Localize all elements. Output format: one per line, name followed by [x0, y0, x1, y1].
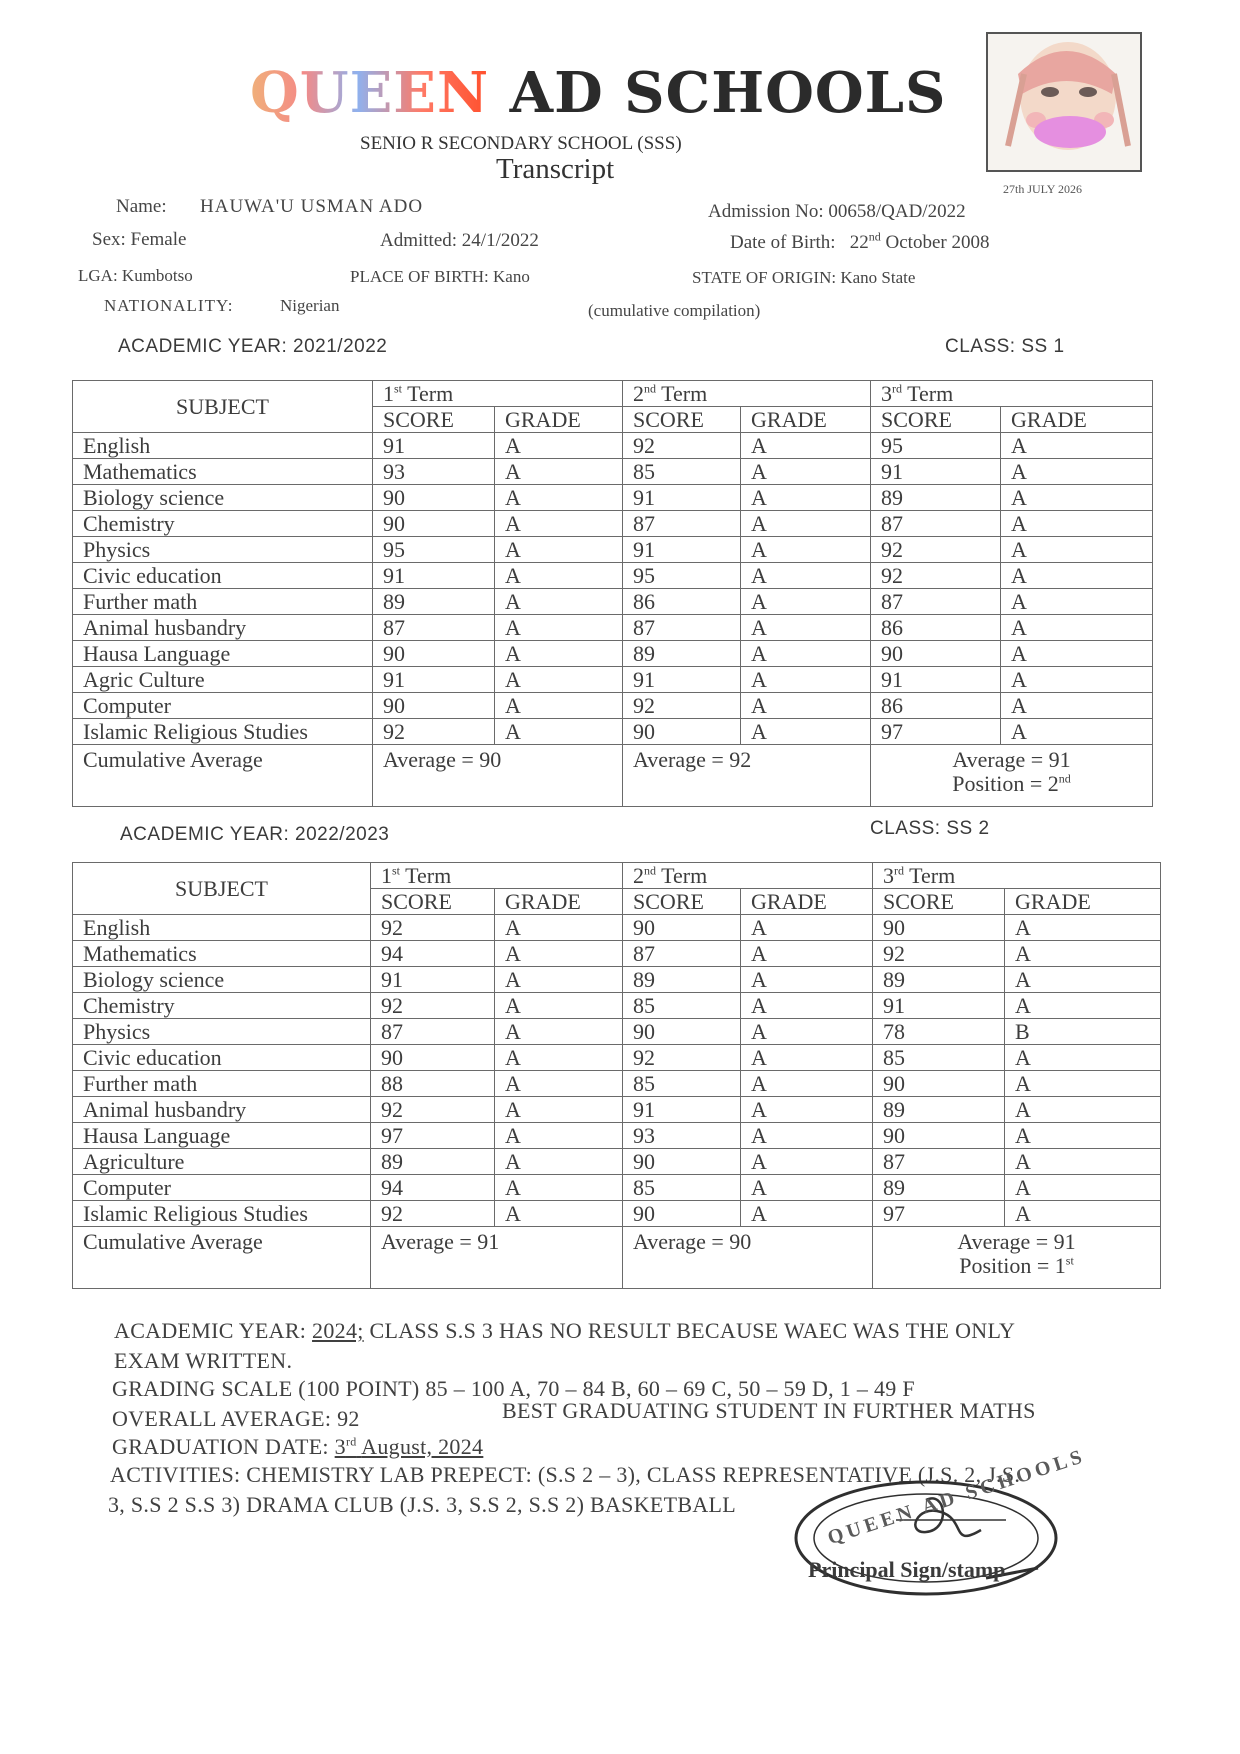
term-3-score: 91	[871, 667, 1001, 693]
term-3-score: 90	[873, 1123, 1005, 1149]
subject-row	[73, 941, 1161, 967]
term-3-grade: A	[1001, 667, 1153, 693]
term-3-score: 97	[871, 719, 1001, 745]
term-2-score: 85	[623, 459, 741, 485]
grade-header: GRADE	[495, 407, 623, 433]
term-2-grade: A	[741, 1045, 873, 1071]
subject-row	[73, 1123, 1161, 1149]
term-1-grade: A	[495, 459, 623, 485]
average-row	[73, 745, 1153, 807]
term-1-grade: A	[495, 1071, 623, 1097]
graduation-date: GRADUATION DATE: 3rd August, 2024	[112, 1434, 484, 1459]
term-3-score: 87	[873, 1149, 1005, 1175]
term-2-grade: A	[741, 967, 873, 993]
results-body-year-1	[73, 433, 1153, 745]
subject-row	[73, 1201, 1161, 1227]
subject-row	[73, 641, 1153, 667]
term-1-grade: A	[495, 941, 623, 967]
term-1-score: 88	[371, 1071, 495, 1097]
admitted-date: Admitted: 24/1/2022	[380, 230, 539, 251]
subject-name: Biology science	[73, 967, 371, 993]
class-2-label: CLASS: SS 2	[870, 818, 990, 839]
term-1-header: 1st Term	[371, 863, 623, 889]
term-3-score: 97	[873, 1201, 1005, 1227]
term-2-header: 2nd Term	[623, 863, 873, 889]
term-1-grade: A	[495, 1045, 623, 1071]
term-1-grade: A	[495, 967, 623, 993]
term-3-grade: A	[1001, 459, 1153, 485]
term-2-score: 90	[623, 719, 741, 745]
grade-header: GRADE	[1001, 407, 1153, 433]
term-1-grade: A	[495, 511, 623, 537]
dob-day: 22	[849, 232, 869, 253]
score-header: SCORE	[623, 407, 741, 433]
term-1-score: 89	[371, 1149, 495, 1175]
term-1-score: 97	[371, 1123, 495, 1149]
term-1-score: 89	[373, 589, 495, 615]
term-2-score: 90	[623, 915, 741, 941]
term-1-grade: A	[495, 485, 623, 511]
subject-name: English	[73, 433, 373, 459]
subject-row	[73, 433, 1153, 459]
subject-row	[73, 615, 1153, 641]
term-2-grade: A	[741, 719, 871, 745]
subject-name: Further math	[73, 1071, 371, 1097]
term-1-grade: A	[495, 1175, 623, 1201]
subject-name: Physics	[73, 537, 373, 563]
term-2-grade: A	[741, 1019, 873, 1045]
term-2-grade: A	[741, 485, 871, 511]
term-3-score: 91	[873, 993, 1005, 1019]
term-2-score: 90	[623, 1149, 741, 1175]
term-2-average: Average = 92	[623, 745, 871, 807]
lga: LGA: Kumbotso	[78, 266, 193, 285]
term-1-score: 91	[373, 563, 495, 589]
term-3-score: 92	[871, 563, 1001, 589]
term-2-score: 87	[623, 941, 741, 967]
document-title: Transcript	[496, 153, 615, 185]
subject-row	[73, 459, 1153, 485]
term-1-grade: A	[495, 433, 623, 459]
term-3-score: 90	[873, 915, 1005, 941]
state-of-origin: STATE OF ORIGIN: Kano State	[692, 268, 916, 287]
term-1-grade: A	[495, 615, 623, 641]
subject-name: Chemistry	[73, 511, 373, 537]
results-body-year-2	[73, 915, 1161, 1227]
term-2-score: 92	[623, 433, 741, 459]
subject-row	[73, 511, 1153, 537]
term-2-score: 89	[623, 641, 741, 667]
term-3-grade: A	[1005, 1201, 1161, 1227]
subject-row	[73, 967, 1161, 993]
term-1-score: 90	[371, 1045, 495, 1071]
subject-name: Biology science	[73, 485, 373, 511]
term-2-score: 91	[623, 485, 741, 511]
term-1-grade: A	[495, 589, 623, 615]
score-header: SCORE	[371, 889, 495, 915]
term-3-grade: A	[1001, 485, 1153, 511]
term-1-score: 87	[371, 1019, 495, 1045]
term-1-score: 90	[373, 485, 495, 511]
term-2-grade: A	[741, 1123, 873, 1149]
term-2-grade: A	[741, 667, 871, 693]
term-3-average-value: Average = 91	[957, 1229, 1076, 1254]
term-2-score: 85	[623, 1175, 741, 1201]
class-1-label: CLASS: SS 1	[945, 336, 1065, 357]
term-3-grade: A	[1005, 1045, 1161, 1071]
term-3-grade: B	[1005, 1019, 1161, 1045]
term-2-grade: A	[741, 615, 871, 641]
term-1-grade: A	[495, 993, 623, 1019]
term-2-grade: A	[741, 693, 871, 719]
subject-name: Physics	[73, 1019, 371, 1045]
year-2024-note-cont: EXAM WRITTEN.	[114, 1348, 293, 1373]
term-2-grade: A	[741, 589, 871, 615]
term-1-score: 95	[373, 537, 495, 563]
term-3-average-value: Average = 91	[952, 747, 1071, 772]
term-1-grade: A	[495, 1019, 623, 1045]
term-2-grade: A	[741, 1071, 873, 1097]
term-3-grade: A	[1005, 967, 1161, 993]
subject-name: Agric Culture	[73, 667, 373, 693]
subject-row	[73, 1045, 1161, 1071]
subject-row	[73, 485, 1153, 511]
academic-year-1-label: ACADEMIC YEAR: 2021/2022	[118, 336, 388, 357]
term-3-score: 86	[871, 615, 1001, 641]
score-header: SCORE	[623, 889, 741, 915]
term-2-grade: A	[741, 563, 871, 589]
term-2-average: Average = 90	[623, 1227, 873, 1289]
score-header: SCORE	[871, 407, 1001, 433]
term-2-score: 95	[623, 563, 741, 589]
term-3-score: 90	[873, 1071, 1005, 1097]
term-3-score: 92	[871, 537, 1001, 563]
principal-sign-label: Principal Sign/stamp	[808, 1557, 1006, 1582]
grade-header: GRADE	[741, 407, 871, 433]
term-3-score: 87	[871, 511, 1001, 537]
subject-name: English	[73, 915, 371, 941]
subject-header: SUBJECT	[73, 863, 371, 915]
term-1-score: 94	[371, 941, 495, 967]
term-3-grade: A	[1005, 1097, 1161, 1123]
subject-row	[73, 563, 1153, 589]
term-1-score: 94	[371, 1175, 495, 1201]
term-1-score: 92	[373, 719, 495, 745]
term-1-grade: A	[495, 667, 623, 693]
term-1-grade: A	[495, 1201, 623, 1227]
term-3-grade: A	[1001, 719, 1153, 745]
term-3-grade: A	[1001, 693, 1153, 719]
school-name	[250, 60, 946, 126]
term-3-score: 89	[873, 1097, 1005, 1123]
term-1-score: 87	[373, 615, 495, 641]
subject-name: Computer	[73, 693, 373, 719]
term-3-grade: A	[1001, 641, 1153, 667]
term-2-grade: A	[741, 993, 873, 1019]
term-2-score: 91	[623, 667, 741, 693]
subject-name: Hausa Language	[73, 1123, 371, 1149]
grading-scale: GRADING SCALE (100 POINT) 85 – 100 A, 70 – 84 B, 60 – 69 C, 50 – 59 D, 1 – 49 F	[112, 1376, 915, 1401]
term-1-score: 92	[371, 1097, 495, 1123]
term-3-score: 78	[873, 1019, 1005, 1045]
results-table-year-1	[72, 380, 1153, 807]
student-photo-image	[988, 34, 1140, 170]
score-header: SCORE	[373, 407, 495, 433]
grade-header: GRADE	[1005, 889, 1161, 915]
subject-name: Agriculture	[73, 1149, 371, 1175]
term-2-grade: A	[741, 433, 871, 459]
term-1-score: 90	[373, 641, 495, 667]
admission-number: Admission No: 00658/QAD/2022	[708, 201, 966, 222]
term-3-score: 89	[873, 967, 1005, 993]
term-2-grade: A	[741, 537, 871, 563]
term-1-grade: A	[495, 1123, 623, 1149]
term-1-grade: A	[495, 641, 623, 667]
subject-row	[73, 589, 1153, 615]
subject-name: Animal husbandry	[73, 1097, 371, 1123]
overall-average: OVERALL AVERAGE: 92	[112, 1406, 360, 1431]
term-3-grade: A	[1005, 993, 1161, 1019]
results-table-year-2	[72, 862, 1161, 1289]
term-2-score: 91	[623, 1097, 741, 1123]
term-1-score: 93	[373, 459, 495, 485]
term-3-score: 87	[871, 589, 1001, 615]
term-1-score: 92	[371, 993, 495, 1019]
term-1-score: 90	[373, 693, 495, 719]
term-1-grade: A	[495, 1149, 623, 1175]
best-student-award: BEST GRADUATING STUDENT IN FURTHER MATHS	[502, 1398, 1036, 1423]
score-header: SCORE	[873, 889, 1005, 915]
term-1-score: 91	[373, 667, 495, 693]
term-1-score: 91	[373, 433, 495, 459]
term-3-score: 95	[871, 433, 1001, 459]
term-2-score: 92	[623, 1045, 741, 1071]
activities-line-2: 3, S.S 2 S.S 3) DRAMA CLUB (J.S. 3, S.S 2, S.S 2) BASKETBALL	[108, 1492, 737, 1517]
term-2-grade: A	[741, 941, 873, 967]
term-2-grade: A	[741, 1201, 873, 1227]
subject-name: Further math	[73, 589, 373, 615]
issue-date: 27th JULY 2026	[1003, 182, 1083, 196]
date-of-birth	[730, 229, 990, 254]
term-2-score: 91	[623, 537, 741, 563]
term-3-score: 85	[873, 1045, 1005, 1071]
term-1-grade: A	[495, 563, 623, 589]
subject-row	[73, 1071, 1161, 1097]
subject-name: Hausa Language	[73, 641, 373, 667]
student-name: HAUWA'U USMAN ADO	[200, 196, 424, 217]
term-2-score: 90	[623, 1019, 741, 1045]
dob-suffix: nd	[868, 229, 881, 244]
term-3-grade: A	[1001, 511, 1153, 537]
term-2-score: 90	[623, 1201, 741, 1227]
term-3-grade: A	[1001, 589, 1153, 615]
term-3-score: 90	[871, 641, 1001, 667]
term-1-grade: A	[495, 693, 623, 719]
subject-row	[73, 1149, 1161, 1175]
school-name-rest: AD SCHOOLS	[509, 60, 947, 126]
term-3-score: 89	[873, 1175, 1005, 1201]
cumulative-average-label: Cumulative Average	[73, 1227, 371, 1289]
class-position: Position = 1st	[959, 1253, 1074, 1278]
term-3-score: 92	[873, 941, 1005, 967]
subject-header: SUBJECT	[73, 381, 373, 433]
compilation-note: (cumulative compilation)	[588, 301, 761, 320]
term-2-grade: A	[741, 1097, 873, 1123]
subject-name: Chemistry	[73, 993, 371, 1019]
term-3-grade: A	[1001, 537, 1153, 563]
subject-name: Mathematics	[73, 941, 371, 967]
term-2-grade: A	[741, 915, 873, 941]
term-2-grade: A	[741, 641, 871, 667]
cumulative-average-label: Cumulative Average	[73, 745, 373, 807]
term-1-score: 92	[371, 1201, 495, 1227]
term-3-average	[871, 745, 1153, 807]
term-3-grade: A	[1001, 563, 1153, 589]
school-type: SENIO R SECONDARY SCHOOL (SSS)	[360, 133, 682, 154]
term-2-score: 89	[623, 967, 741, 993]
subject-name: Civic education	[73, 1045, 371, 1071]
term-2-score: 87	[623, 615, 741, 641]
term-3-grade: A	[1005, 1071, 1161, 1097]
subject-row	[73, 1019, 1161, 1045]
student-photo	[986, 32, 1142, 172]
student-sex: Sex: Female	[92, 229, 187, 250]
subject-name: Mathematics	[73, 459, 373, 485]
term-1-score: 90	[373, 511, 495, 537]
grade-header: GRADE	[741, 889, 873, 915]
academic-year-2-label: ACADEMIC YEAR: 2022/2023	[120, 824, 390, 845]
term-3-score: 91	[871, 459, 1001, 485]
term-2-grade: A	[741, 1175, 873, 1201]
term-1-grade: A	[495, 537, 623, 563]
table-header-row	[73, 863, 1161, 889]
term-1-score: 92	[371, 915, 495, 941]
dob-rest: October 2008	[885, 232, 990, 253]
term-1-average: Average = 91	[371, 1227, 623, 1289]
term-1-grade: A	[495, 1097, 623, 1123]
term-3-header: 3rd Term	[873, 863, 1161, 889]
year-2024-note: ACADEMIC YEAR: 2024; CLASS S.S 3 HAS NO RESULT BECAUSE WAEC WAS THE ONLY	[114, 1318, 1016, 1343]
term-2-score: 92	[623, 693, 741, 719]
term-3-grade: A	[1005, 941, 1161, 967]
term-2-score: 86	[623, 589, 741, 615]
term-3-grade: A	[1005, 1149, 1161, 1175]
subject-name: Computer	[73, 1175, 371, 1201]
subject-row	[73, 719, 1153, 745]
nationality: Nigerian	[280, 296, 340, 315]
subject-name: Islamic Religious Studies	[73, 1201, 371, 1227]
student-name-label: Name:	[116, 196, 167, 217]
term-2-grade: A	[741, 1149, 873, 1175]
place-of-birth: PLACE OF BIRTH: Kano	[350, 267, 530, 286]
subject-row	[73, 1097, 1161, 1123]
grade-header: GRADE	[495, 889, 623, 915]
term-2-score: 93	[623, 1123, 741, 1149]
term-3-grade: A	[1001, 615, 1153, 641]
term-2-grade: A	[741, 459, 871, 485]
term-1-score: 91	[371, 967, 495, 993]
subject-row	[73, 667, 1153, 693]
term-1-grade: A	[495, 719, 623, 745]
term-3-score: 89	[871, 485, 1001, 511]
subject-row	[73, 1175, 1161, 1201]
nationality-label: NATIONALITY:	[104, 296, 234, 315]
term-3-average	[873, 1227, 1161, 1289]
subject-row	[73, 537, 1153, 563]
term-3-grade: A	[1001, 433, 1153, 459]
term-2-score: 85	[623, 993, 741, 1019]
term-3-grade: A	[1005, 1175, 1161, 1201]
subject-name: Civic education	[73, 563, 373, 589]
term-3-grade: A	[1005, 1123, 1161, 1149]
term-2-header: 2nd Term	[623, 381, 871, 407]
subject-name: Animal husbandry	[73, 615, 373, 641]
term-3-header: 3rd Term	[871, 381, 1153, 407]
term-1-average: Average = 90	[373, 745, 623, 807]
subject-row	[73, 993, 1161, 1019]
term-2-score: 87	[623, 511, 741, 537]
average-row	[73, 1227, 1161, 1289]
subject-row	[73, 915, 1161, 941]
subject-row	[73, 693, 1153, 719]
stamp-text: QUEEN AD SCHOOLS	[825, 1444, 1089, 1550]
table-header-row	[73, 381, 1153, 407]
subject-name: Islamic Religious Studies	[73, 719, 373, 745]
activities-line-1: ACTIVITIES: CHEMISTRY LAB PREPECT: (S.S 2 – 3), CLASS REPRESENTATIVE (J.S. 2, J.S.	[110, 1462, 1021, 1487]
school-name-queen: QUEEN	[250, 60, 490, 126]
term-3-grade: A	[1005, 915, 1161, 941]
dob-label: Date of Birth:	[730, 232, 836, 253]
term-1-header: 1st Term	[373, 381, 623, 407]
term-3-score: 86	[871, 693, 1001, 719]
class-position: Position = 2nd	[952, 771, 1071, 796]
term-1-grade: A	[495, 915, 623, 941]
term-2-grade: A	[741, 511, 871, 537]
term-2-score: 85	[623, 1071, 741, 1097]
